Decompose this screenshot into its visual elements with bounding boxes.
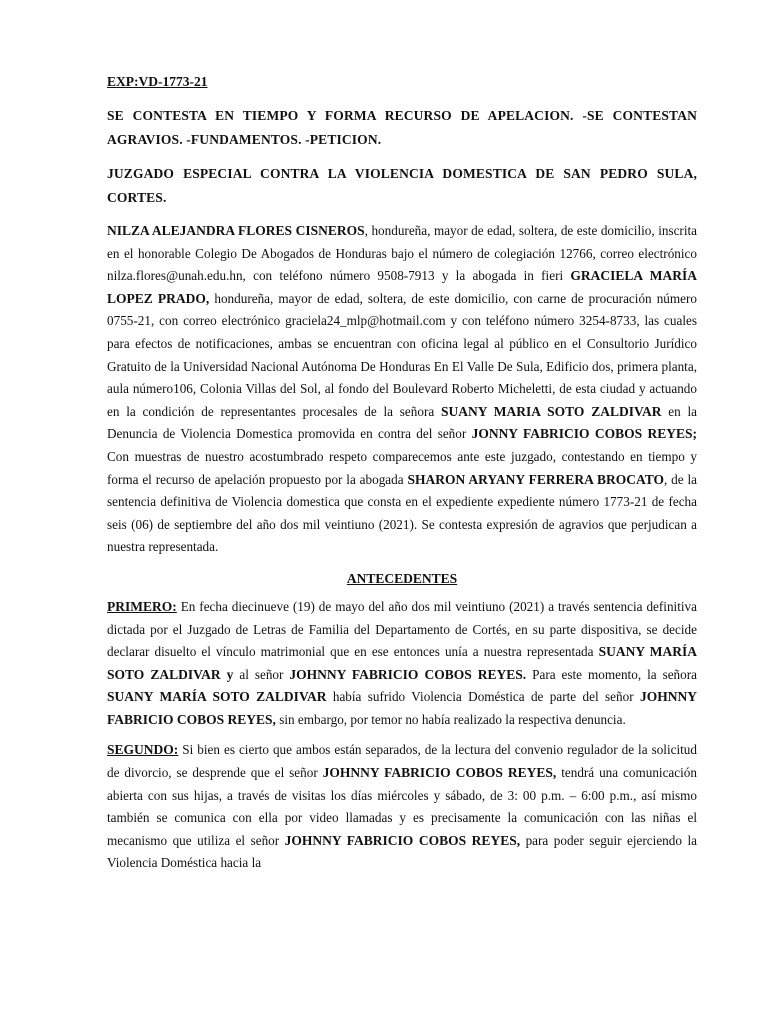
segundo-text-2: tendrá una comunicación abierta con sus hijas, a través de visitas los días miércoles y sábado, de 3: 00 p.m. – 6:00 p.m., así mismo también se comunica con ella por video llamadas y es precisamente la comunicación con las niñas el mecanismo que utiliza el señor <box>107 765 697 848</box>
primero-text-3: Para este momento, la señora <box>526 666 697 682</box>
primero-label: PRIMERO: <box>107 598 177 614</box>
appellant-attorney-name: SHARON ARYANY FERRERA BROCATO <box>407 471 665 487</box>
section-title-antecedentes: ANTECEDENTES <box>346 570 458 586</box>
segundo-name-1: JOHNNY FABRICIO COBOS REYES, <box>322 765 557 781</box>
primero-text-1: En fecha diecinueve (19) de mayo del año dos mil veintiuno (2021) a través sentencia definitiva dictada por el Juzgado de Letras de Familia del Departamento de Cortés, en su parte dispositiva, se decide declarar disuelto el vínculo matrimonial que en ese entonces unía a nuestra representada <box>107 598 697 660</box>
primero-text-2: al señor <box>233 666 290 682</box>
client-name: SUANY MARIA SOTO ZALDIVAR <box>440 403 662 419</box>
primero-text-4: había sufrido Violencia Doméstica de parte del señor <box>326 689 640 705</box>
case-number: EXP:VD-1773-21 <box>107 74 208 89</box>
paragraph-primero <box>107 596 697 732</box>
primero-name-3: SUANY MARÍA SOTO ZALDIVAR <box>107 689 327 705</box>
co-attorney-name: GRACIELA MARÍA LOPEZ PRADO, <box>107 268 697 306</box>
primero-name-4: JOHNNY FABRICIO COBOS REYES, <box>107 689 697 727</box>
intro-text-5: , de la sentencia definitiva de Violencia domestica que consta en el expediente expediente número 1773-21 de fecha seis (06) de septiembre del año dos mil veintiuno (2021). Se contesta expresión de agravios que perjudican a nuestra representada. <box>107 471 697 555</box>
segundo-text-3: para poder seguir ejerciendo la Violencia Doméstica hacia la <box>107 832 697 871</box>
primero-name-2: JOHNNY FABRICIO COBOS REYES. <box>289 666 527 682</box>
intro-paragraph <box>107 220 697 559</box>
primero-name-1: SUANY MARÍA SOTO ZALDIVAR y <box>107 644 697 682</box>
court-name: JUZGADO ESPECIAL CONTRA LA VIOLENCIA DOMESTICA DE SAN PEDRO SULA, CORTES. <box>107 166 697 205</box>
intro-text-3: en la Denuncia de Violencia Domestica promovida en contra del señor <box>107 403 698 442</box>
segundo-label: SEGUNDO: <box>107 742 179 758</box>
primero-text-5: sin embargo, por temor no había realizado la respectiva denuncia. <box>275 711 626 727</box>
segundo-text-1: Si bien es cierto que ambos están separados, de la lectura del convenio regulador de la solicitud de divorcio, se desprende que el señor <box>107 742 697 781</box>
segundo-name-2: JOHNNY FABRICIO COBOS REYES, <box>284 832 521 848</box>
document-subject: SE CONTESTA EN TIEMPO Y FORMA RECURSO DE APELACION. -SE CONTESTAN AGRAVIOS. -FUNDAMENTOS. -PETICION. <box>107 108 697 147</box>
attorney-name: NILZA ALEJANDRA FLORES CISNEROS <box>107 223 365 238</box>
intro-text-2: hondureña, mayor de edad, soltera, de este domicilio, con carne de procuración número 0755-21, con correo electrónico graciela24_mlp@hotmail.com y con teléfono número 3254-8733, las cuales para efectos de notificaciones, ambas se encuentran con oficina legal al público en el Consultorio Jurídico Gratuito de la Universidad Nacional Autónoma De Honduras En El Valle De Sula, Edificio dos, primera planta, aula número106, Colonia Villas del Sol, al fondo del Boulevard Roberto Micheletti, de esta ciudad y actuando en la condición de representantes procesales de la señora <box>107 290 697 419</box>
paragraph-segundo <box>107 739 697 875</box>
defendant-name: JONNY FABRICIO COBOS REYES; <box>471 426 697 442</box>
intro-text-4: Con muestras de nuestro acostumbrado respeto comparecemos ante este juzgado, contestando en tiempo y forma el recurso de apelación propuesto por la abogada <box>107 448 697 487</box>
intro-text-1: , hondureña, mayor de edad, soltera, de este domicilio, inscrita en el honorable Colegio De Abogados de Honduras bajo el número de colegiación 12766, correo electrónico nilza.flores@unah.edu.hn, con teléfono número 9508-7913 y la abogada in fieri <box>107 223 698 284</box>
